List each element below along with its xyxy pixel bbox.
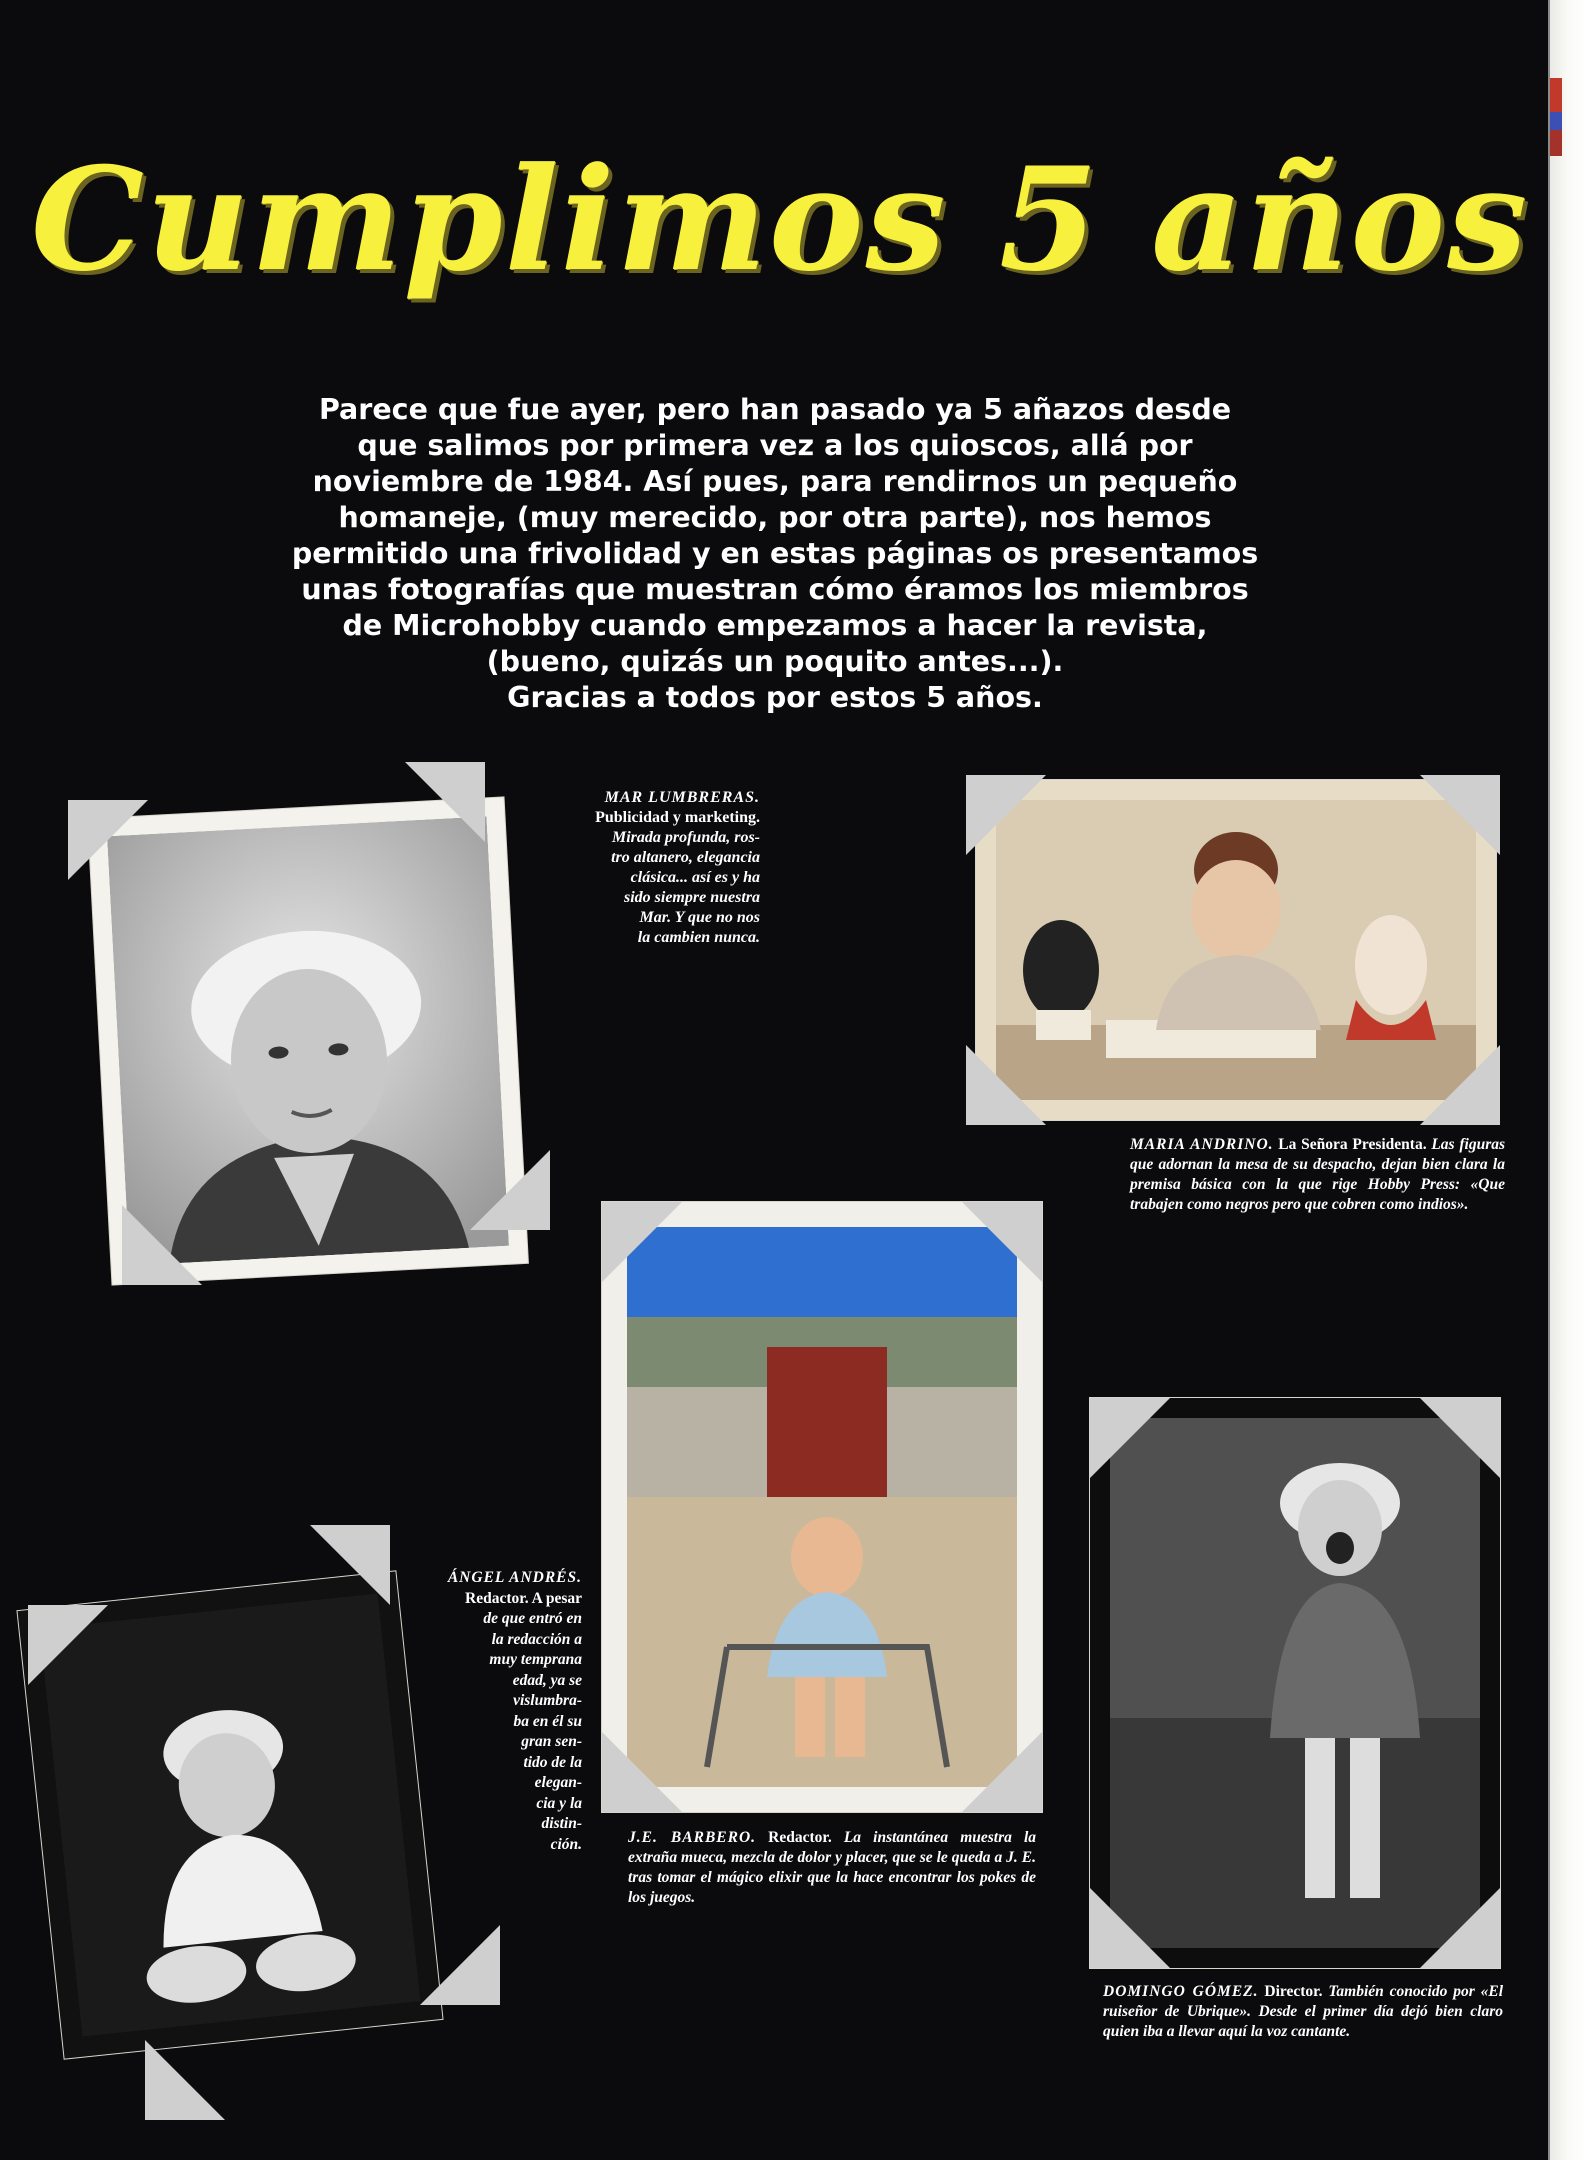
portrait-image [627, 1227, 1017, 1787]
caption-line: Mar. Y que no nos [639, 909, 760, 926]
caption-line: la redacción a [491, 1630, 582, 1648]
photo-corner-icon [405, 762, 485, 842]
intro-line: permitido una frivolidad y en estas páginas os presentamos [291, 537, 1259, 570]
caption-role: La Señora Presidenta. [1278, 1136, 1427, 1153]
intro-line: Parece que fue ayer, pero han pasado ya 5 añazos desde [318, 393, 1232, 426]
intro-line: (bueno, quizás un poquito antes...). [486, 645, 1064, 678]
photo-maria-andrino [976, 780, 1496, 1120]
caption-name: J.E. BARBERO. [628, 1829, 757, 1846]
caption-maria-andrino [1130, 1135, 1505, 1215]
photo-corner-icon [68, 800, 148, 880]
caption-line: cia y la [536, 1794, 582, 1812]
photo-domingo-gomez [1090, 1398, 1500, 1968]
intro-line: de Microhobby cuando empezamos a hacer la revista, [342, 609, 1208, 642]
photo-corner-icon [602, 1202, 682, 1282]
caption-text: También conocido por «El ruiseñor de Ubrique». Desde el primer día dejó bien claro quien iba a llevar aquí la voz cantante. [1103, 1983, 1504, 2040]
intro-line: noviembre de 1984. Así pues, para rendirnos un pequeño [312, 465, 1238, 498]
photo-corner-icon [1420, 1045, 1500, 1125]
caption-name: DOMINGO GÓMEZ. [1103, 1983, 1259, 2000]
photo-corner-icon [962, 1732, 1042, 1812]
photo-corner-icon [1420, 1398, 1500, 1478]
caption-angel-andres [400, 1568, 582, 1855]
edge-color-mark [1550, 78, 1562, 112]
caption-je-barbero [628, 1828, 1036, 1908]
caption-line: de que entró en [483, 1610, 582, 1627]
caption-domingo-gomez [1103, 1982, 1503, 2042]
caption-line: edad, ya se [512, 1671, 582, 1689]
intro-paragraph [230, 392, 1320, 716]
caption-role: Redactor. [768, 1829, 832, 1846]
photo-corner-icon [966, 1045, 1046, 1125]
caption-line: ba en él su [513, 1712, 582, 1730]
caption-line: sido siempre nuestra [623, 889, 760, 906]
caption-line: la cambien nunca. [637, 929, 760, 946]
page-edge [1548, 0, 1584, 2160]
caption-line: distin- [541, 1815, 582, 1832]
photo-corner-icon [420, 1925, 500, 2005]
caption-line: ción. [550, 1835, 582, 1853]
caption-line: tido de la [523, 1753, 582, 1771]
caption-line: vislumbra- [513, 1692, 582, 1709]
caption-line: Mirada profunda, ros- [611, 829, 760, 846]
caption-line: elegan- [534, 1774, 582, 1791]
photo-corner-icon [1090, 1398, 1170, 1478]
edge-color-mark [1550, 112, 1562, 130]
caption-text: Las figuras que adornan la mesa de su despacho, dejan bien clara la premisa básica con la que rige Hobby Press: «Que trabajen como negros pero que cobren como indios». [1130, 1136, 1506, 1213]
photo-corner-icon [470, 1150, 550, 1230]
caption-name: MAR LUMBRERAS. [604, 789, 760, 806]
photo-corner-icon [122, 1205, 202, 1285]
photo-corner-icon [1420, 775, 1500, 855]
portrait-image [107, 816, 509, 1265]
caption-name: ÁNGEL ANDRÉS. [447, 1569, 582, 1586]
caption-role: Redactor. A pesar [465, 1589, 582, 1607]
portrait-image [996, 800, 1476, 1100]
photo-corner-icon [310, 1525, 390, 1605]
photo-corner-icon [1090, 1888, 1170, 1968]
intro-line: Gracias a todos por estos 5 años. [507, 681, 1043, 714]
photo-je-barbero [602, 1202, 1042, 1812]
caption-line: gran sen- [521, 1733, 582, 1750]
photo-corner-icon [962, 1202, 1042, 1282]
photo-corner-icon [602, 1732, 682, 1812]
caption-role: Publicidad y marketing. [595, 809, 760, 826]
edge-color-mark [1550, 130, 1562, 156]
intro-line: unas fotografías que muestran cómo éramos los miembros [301, 573, 1249, 606]
photo-corner-icon [966, 775, 1046, 855]
page-title: Cumplimos 5 años [30, 137, 1530, 303]
photo-corner-icon [145, 2040, 225, 2120]
caption-role: Director. [1264, 1983, 1323, 2000]
caption-line: tro altanero, elegancia [611, 849, 760, 866]
caption-line: clásica... así es y ha [630, 869, 760, 886]
caption-text: La instantánea muestra la extraña mueca, mezcla de dolor y placer, que se le queda a J. E. tras tomar el mágico elixir que la hace encontrar los pokes de los juegos. [628, 1829, 1037, 1906]
intro-line: homaneje, (muy merecido, por otra parte), nos hemos [338, 501, 1212, 534]
intro-line: que salimos por primera vez a los quioscos, allá por [357, 429, 1193, 462]
photo-corner-icon [1420, 1888, 1500, 1968]
caption-line: muy temprana [489, 1651, 582, 1668]
caption-mar-lumbreras [520, 788, 760, 948]
portrait-image [1110, 1418, 1480, 1948]
caption-name: MARIA ANDRINO. [1130, 1136, 1274, 1153]
photo-corner-icon [28, 1605, 108, 1685]
